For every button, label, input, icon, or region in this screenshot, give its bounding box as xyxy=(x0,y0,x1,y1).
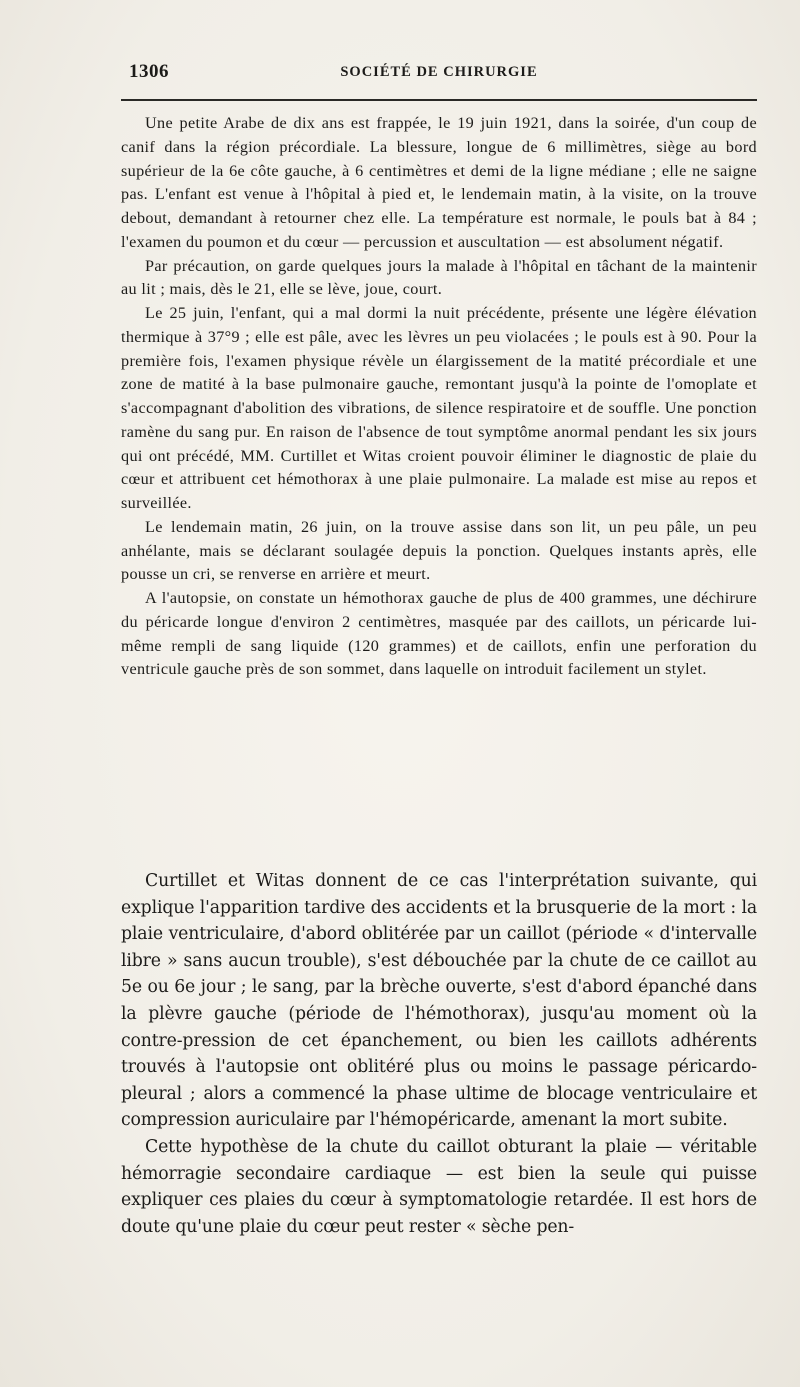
paragraph-june-26: Le lendemain matin, 26 juin, on la trouve assise dans son lit, un peu pâle, un peu anhélante, mais se déclarant soulagée depuis la ponction. Quelques instants après, elle pousse un cri, se renverse en arrière et meurt. xyxy=(121,517,757,584)
paragraph-interpretation: Curtillet et Witas donnent de ce cas l'interprétation suivante, qui explique l'apparition tardive des accidents et la brusquerie de la mort : la plaie ventriculaire, d'abord oblitérée par un caillot (période « d'intervalle libre » sans aucun trouble), s'est débouchée par la chute de ce caillot au 5e ou 6e jour ; le sang, par la brèche ouverte, s'est d'abord épanché dans la plèvre gauche (période de l'hémothorax), jusqu'au moment où la contre-pression de cet épanchement, ou bien les caillots adhérents trouvés à l'autopsie ont oblitéré plus ou moins le passage péricardo-pleural ; alors a commencé la phase ultime de blocage ventriculaire et compression auriculaire par l'hémopéricarde, amenant la mort subite. xyxy=(121,871,757,1131)
page-number: 1306 xyxy=(129,61,169,82)
paragraph-june-25: Le 25 juin, l'enfant, qui a mal dormi la nuit précédente, présente une légère élévation thermique à 37°9 ; elle est pâle, avec les lèvres un peu violacées ; le pouls est à 90. Pour la première fois, l'examen physique révèle un élargissement de la matité précordiale et une zone de matité à la base pulmonaire gauche, remontant jusqu'à la pointe de l'omoplate et s'accompagnant d'abolition des vibrations, de silence respiratoire et de souffle. Une ponction ramène du sang pur. En raison de l'absence de tout symptôme anormal pendant les six jours qui ont précédé, MM. Curtillet et Witas croient pouvoir éliminer le diagnostic de plaie du cœur et attribuent cet hémothorax à une plaie pulmonaire. La malade est mise au repos et surveillée. xyxy=(121,304,757,512)
paragraph-case-intro: Une petite Arabe de dix ans est frappée, le 19 juin 1921, dans la soirée, d'un coup de canif dans la région précordiale. La blessure, longue de 6 millimètres, siège au bord supérieur de la 6e côte gauche, à 6 centimètres et demi de la ligne médiane ; elle ne saigne pas. L'enfant est venue à l'hôpital à pied et, le lendemain matin, à la visite, on la trouve debout, demandant à retourner chez elle. La température est normale, le pouls bat à 84 ; l'examen du poumon et du cœur — percussion et auscultation — est absolument négatif. xyxy=(121,114,757,251)
header-rule xyxy=(121,99,757,101)
commentary-text xyxy=(121,868,757,1240)
paragraph-precaution: Par précaution, on garde quelques jours la malade à l'hôpital en tâchant de la maintenir au lit ; mais, dès le 21, elle se lève, joue, court. xyxy=(121,256,757,299)
paragraph-autopsy: A l'autopsie, on constate un hémothorax gauche de plus de 400 grammes, une déchirure du péricarde longue d'environ 2 centimètres, masquée par des caillots, un péricarde lui-même rempli de sang liquide (120 grammes) et de caillots, enfin une perforation du ventricule gauche près de son sommet, dans laquelle on introduit facilement un stylet. xyxy=(121,589,757,679)
paragraph-hypothesis: Cette hypothèse de la chute du caillot obturant la plaie — véritable hémorragie secondaire cardiaque — est bien la seule qui puisse expliquer ces plaies du cœur à symptomatologie retardée. Il est hors de doute qu'une plaie du cœur peut rester « sèche pen- xyxy=(121,1136,757,1237)
case-report-text xyxy=(121,112,757,682)
page-header xyxy=(121,58,757,88)
running-title: SOCIÉTÉ DE CHIRURGIE xyxy=(340,64,538,80)
